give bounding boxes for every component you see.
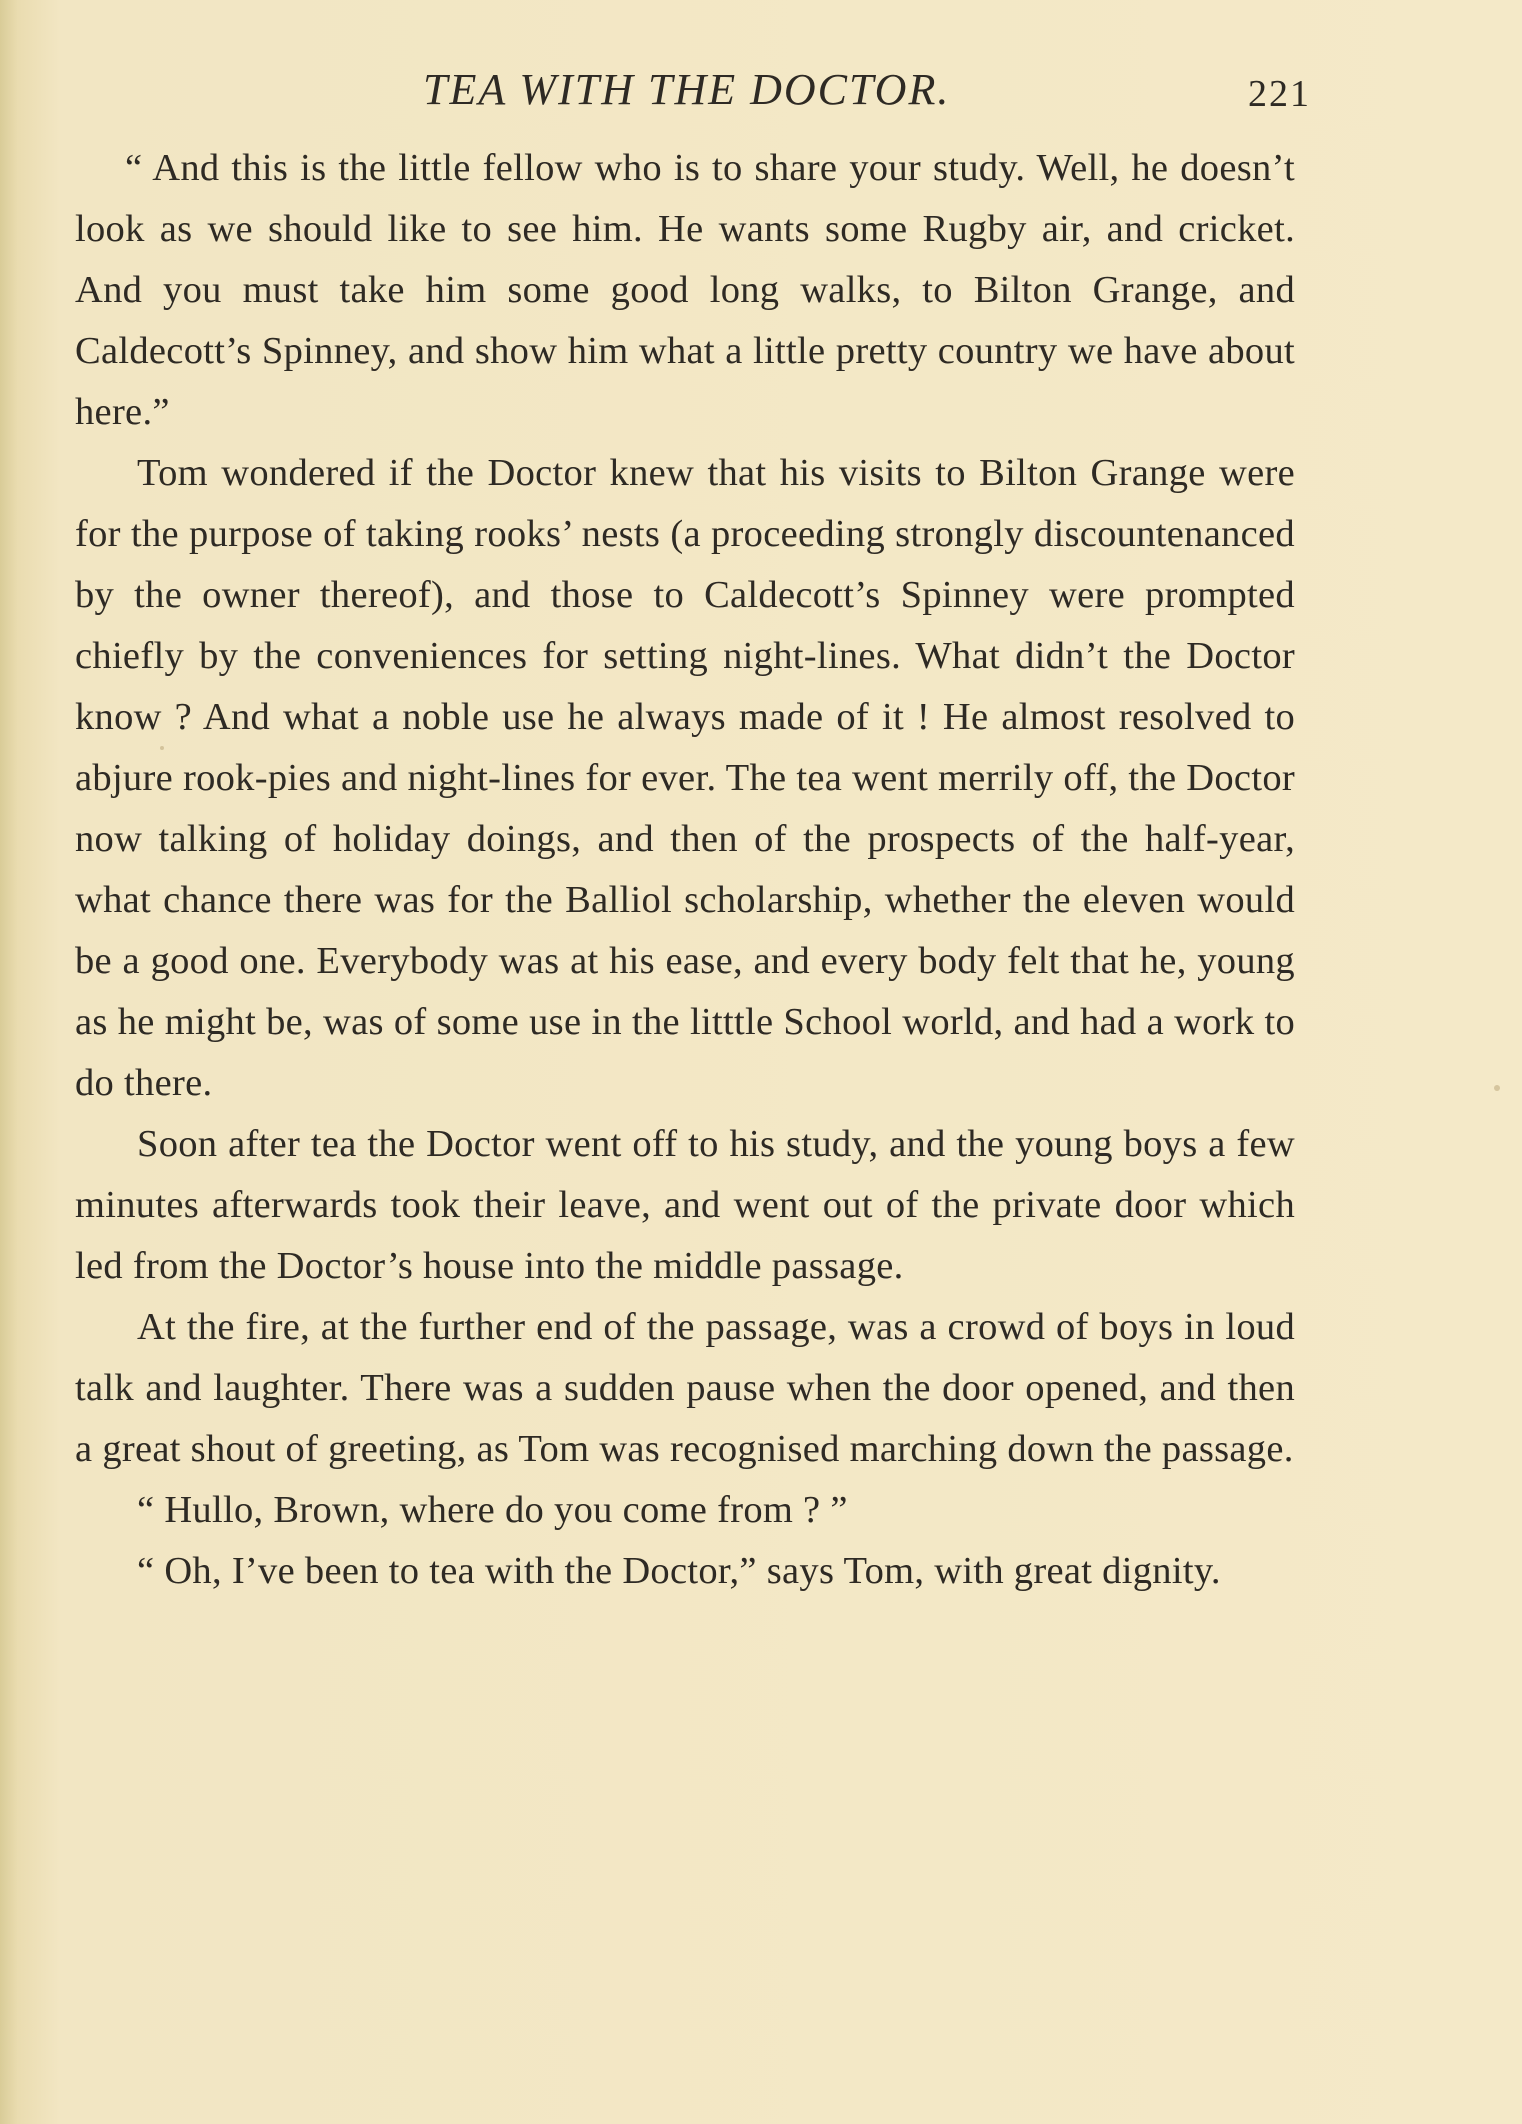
paragraph-1: “ And this is the little fellow who is to share your study. Well, he doesn’t look as we should like to see him. He wants some Rugby air, and cricket. And you must take him some good long walks, to Bilton Grange, and Caldecott’s Spinney, and show him what a little pretty country we have about here.” xyxy=(75,147,1295,433)
paragraph-2: Tom wondered if the Doctor knew that his visits to Bilton Grange were for the purpose of taking rooks’ nests (a proceeding strongly discountenanced by the owner thereof), and those to Caldecott’s Spinney were prompted chiefly by the conveniences for setting night-lines. What didn’t the Doctor know ? And what a noble use he always made of it ! He almost resolved to abjure rook-pies and night-lines for ever. The tea went merrily off, the Doctor now talking of holiday doings, and then of the prospects of the half-year, what chance there was for the Balliol scholarship, whether the eleven would be a good one. Everybody was at his ease, and every body felt that he, young as he might be, was of some use in the litttle School world, and had a work to do there. xyxy=(75,452,1295,1104)
paper-spot xyxy=(160,746,164,750)
paragraph-4: At the fire, at the further end of the passage, was a crowd of boys in loud talk and laughter. There was a sudden pause when the door opened, and then a great shout of greeting, as Tom was recognised marching down the passage. xyxy=(75,1306,1295,1470)
paragraph-5: “ Hullo, Brown, where do you come from ? ” xyxy=(137,1489,848,1531)
running-title: TEA WITH THE DOCTOR. xyxy=(423,65,951,114)
page-number: 221 xyxy=(1248,73,1311,115)
body-text xyxy=(75,138,1295,1602)
paragraph-6: “ Oh, I’ve been to tea with the Doctor,” says Tom, with great dignity. xyxy=(137,1550,1221,1592)
paper-spot xyxy=(1494,1085,1500,1091)
page-header xyxy=(0,60,1522,120)
paragraph-3: Soon after tea the Doctor went off to his study, and the young boys a few minutes afterwards took their leave, and went out of the private door which led from the Doctor’s house into the middle passage. xyxy=(75,1123,1295,1287)
